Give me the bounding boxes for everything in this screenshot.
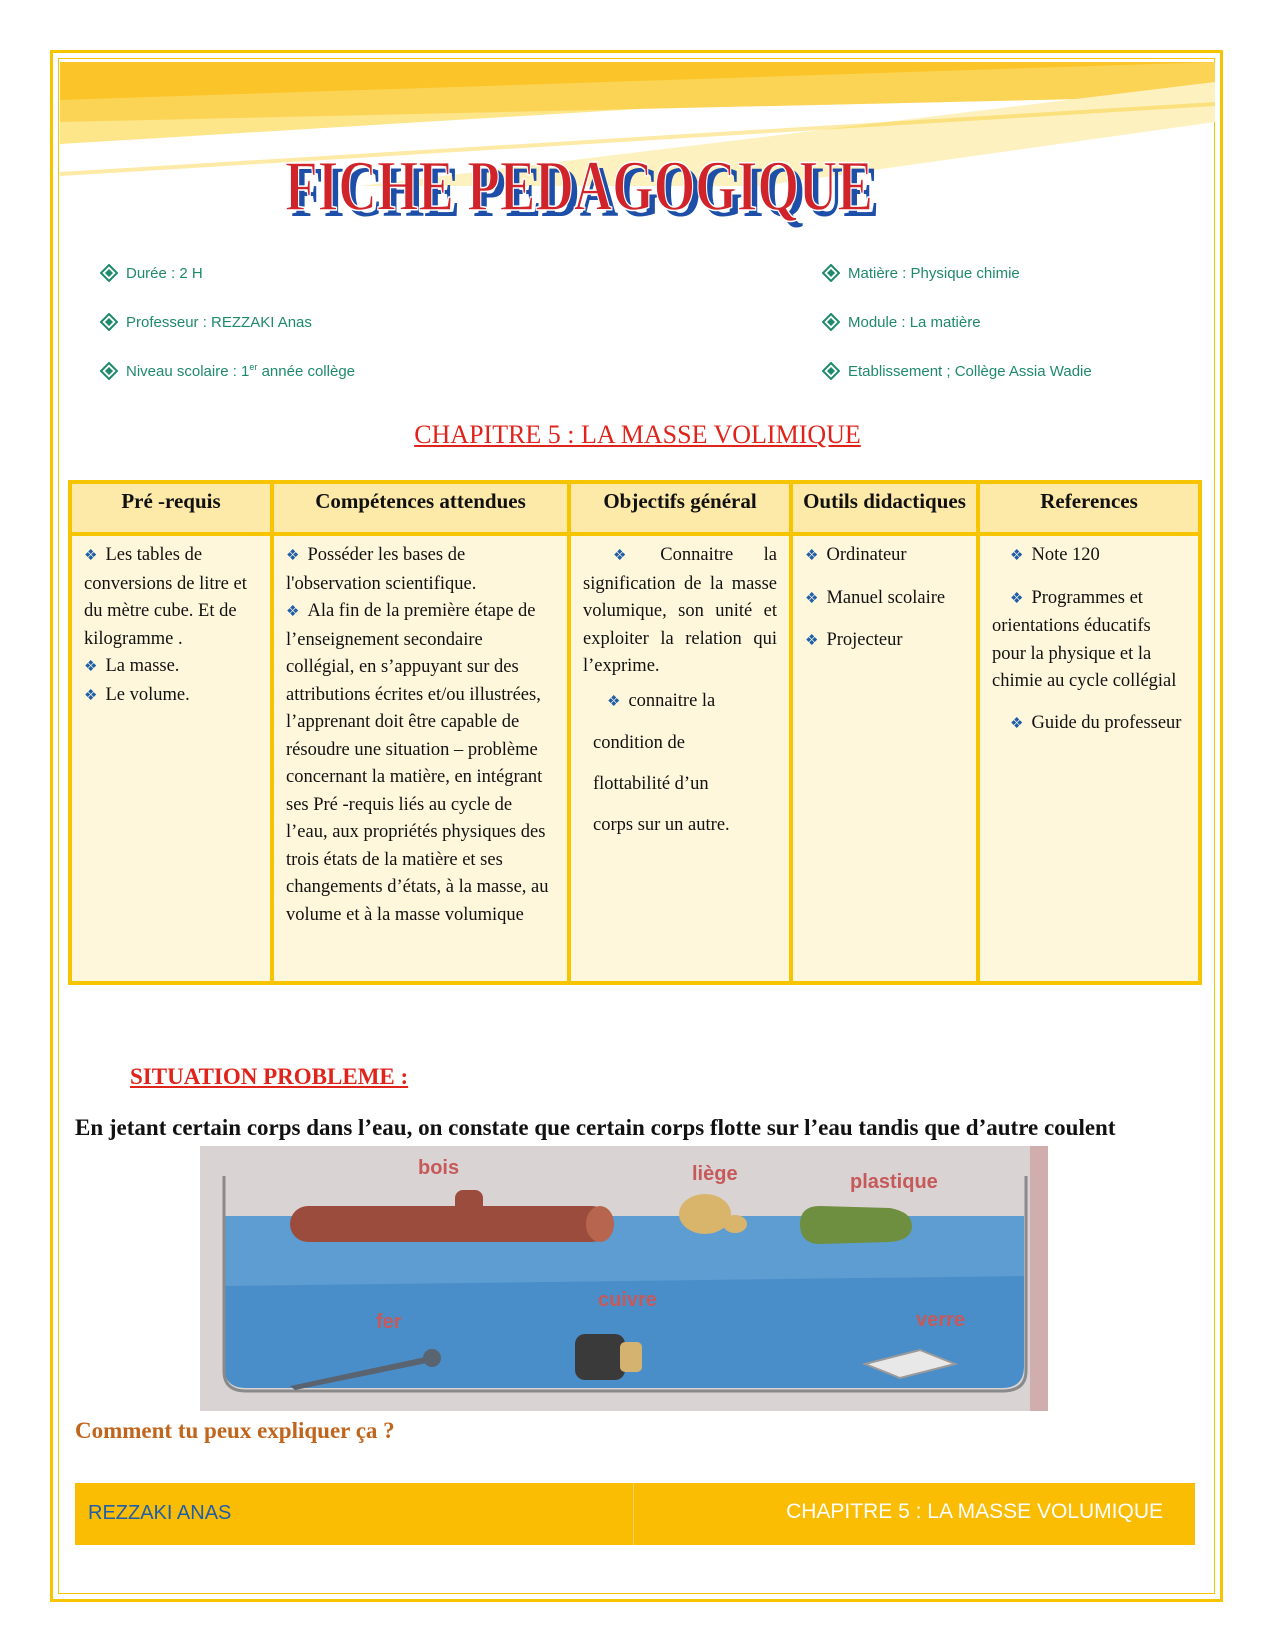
info-matiere-label: Matière : Physique chimie bbox=[848, 264, 1020, 282]
list-item: ❖ Ala fin de la première étape de l’enseignement secondaire collégial, en s’appuyant sur des attributions écrites et/ou illustrées, l’apprenant doit être capable de résoudre une situation – problème concernant la matière, en intégrant ses Pré -requis liés au cycle de l’eau, aux propriétés physiques des trois états de la matière et ses changements d’états, à la masse, au volume et à la masse volumique bbox=[286, 601, 549, 925]
label-bois: bois bbox=[418, 1157, 460, 1179]
diamond-bullet-icon bbox=[822, 264, 840, 282]
header-outils: Outils didactiques bbox=[791, 482, 978, 534]
info-module-label: Module : La matière bbox=[848, 313, 981, 331]
list-item: ❖ Projecteur bbox=[805, 630, 903, 650]
info-duree-label: Durée : 2 H bbox=[126, 264, 203, 282]
bullet-icon: ❖ bbox=[1010, 590, 1024, 607]
info-niveau bbox=[100, 362, 355, 380]
situation-question: Comment tu peux expliquer ça ? bbox=[75, 1418, 395, 1443]
list-item: ❖ Le volume. bbox=[84, 684, 190, 705]
title-text: FICHE PEDAGOGIQUE bbox=[285, 146, 873, 226]
footer-bar bbox=[75, 1483, 1195, 1545]
footer-author: REZZAKI ANAS bbox=[88, 1502, 232, 1524]
table-header-row bbox=[70, 482, 1200, 534]
diamond-bullet-icon bbox=[100, 362, 118, 380]
label-cuivre: cuivre bbox=[598, 1289, 657, 1311]
info-duree bbox=[100, 264, 203, 282]
info-etablissement bbox=[822, 362, 1092, 380]
floating-objects-figure bbox=[200, 1146, 1048, 1411]
situation-title: SITUATION PROBLEME : bbox=[130, 1064, 409, 1089]
info-matiere bbox=[822, 264, 1020, 282]
label-fer: fer bbox=[376, 1311, 402, 1333]
bullet-icon: ❖ bbox=[1010, 548, 1024, 564]
header-objectifs: Objectifs général bbox=[569, 482, 791, 534]
bullet-icon: ❖ bbox=[84, 687, 98, 704]
list-item: ❖ Note 120 bbox=[1010, 545, 1100, 565]
bullet-icon: ❖ bbox=[805, 633, 819, 649]
fiche-pedagogique-title bbox=[285, 138, 985, 238]
info-professeur-label: Professeur : REZZAKI Anas bbox=[126, 313, 312, 331]
bullet-icon: ❖ bbox=[805, 590, 819, 607]
info-niveau-label: Niveau scolaire : 1er année collège bbox=[126, 362, 356, 380]
situation-text: En jetant certain corps dans l’eau, on constate que certain corps flotte sur l’eau tandis que d’autre coulent bbox=[75, 1115, 1116, 1140]
list-item: ❖ Manuel scolaire bbox=[805, 587, 946, 608]
list-item: ❖ connaitre la condition de flottabilité d’un corps sur un autre. bbox=[593, 690, 730, 835]
header-references: References bbox=[978, 482, 1200, 534]
label-verre: verre bbox=[916, 1309, 965, 1331]
bullet-icon: ❖ bbox=[607, 693, 621, 710]
info-etablissement-label: Etablissement ; Collège Assia Wadie bbox=[848, 362, 1092, 380]
bullet-icon: ❖ bbox=[613, 548, 653, 564]
cell-objectifs bbox=[569, 534, 791, 983]
label-liege: liège bbox=[692, 1163, 738, 1185]
diamond-bullet-icon bbox=[100, 313, 118, 331]
list-item: ❖ Programmes et orientations éducatifs pour la physique et la chimie au cycle collégial bbox=[992, 587, 1177, 691]
bullet-icon: ❖ bbox=[805, 548, 819, 564]
cell-outils bbox=[791, 534, 978, 983]
diamond-bullet-icon bbox=[822, 313, 840, 331]
table-row bbox=[70, 534, 1200, 983]
diamond-bullet-icon bbox=[822, 362, 840, 380]
cell-references bbox=[978, 534, 1200, 983]
cell-prerequis bbox=[70, 534, 272, 983]
chapter-title: CHAPITRE 5 : LA MASSE VOLIMIQUE bbox=[414, 420, 861, 449]
info-professeur bbox=[100, 313, 312, 331]
list-item: ❖ Posséder les bases de l'observation scientifique. bbox=[286, 545, 477, 594]
list-item: ❖ Les tables de conversions de litre et du mètre cube. Et de kilogramme . bbox=[84, 545, 247, 649]
header-competences: Compétences attendues bbox=[272, 482, 569, 534]
title-shadow: FICHE PEDAGOGIQUE bbox=[291, 152, 879, 232]
bullet-icon: ❖ bbox=[84, 548, 98, 564]
info-module bbox=[822, 313, 981, 331]
footer-divider bbox=[633, 1483, 634, 1545]
list-item: ❖ Ordinateur bbox=[805, 545, 907, 565]
label-plastique: plastique bbox=[850, 1171, 938, 1193]
footer-chapter: CHAPITRE 5 : LA MASSE VOLUMIQUE bbox=[786, 1500, 1163, 1523]
bullet-icon: ❖ bbox=[286, 604, 300, 620]
bullet-icon: ❖ bbox=[286, 548, 300, 564]
plastic-bottle bbox=[800, 1206, 912, 1244]
bullet-icon: ❖ bbox=[84, 659, 98, 675]
bullet-icon: ❖ bbox=[1010, 715, 1024, 732]
list-item: ❖ La masse. bbox=[84, 656, 180, 676]
header-prerequis: Pré -requis bbox=[70, 482, 272, 534]
cell-competences bbox=[272, 534, 569, 983]
list-item: ❖ Connaitre la signification de la masse volumique, son unité et exploiter la relation qui l’exprime. bbox=[583, 545, 777, 676]
diamond-bullet-icon bbox=[100, 264, 118, 282]
pedagogic-table bbox=[68, 480, 1202, 985]
list-item: ❖ Guide du professeur bbox=[1010, 712, 1182, 733]
